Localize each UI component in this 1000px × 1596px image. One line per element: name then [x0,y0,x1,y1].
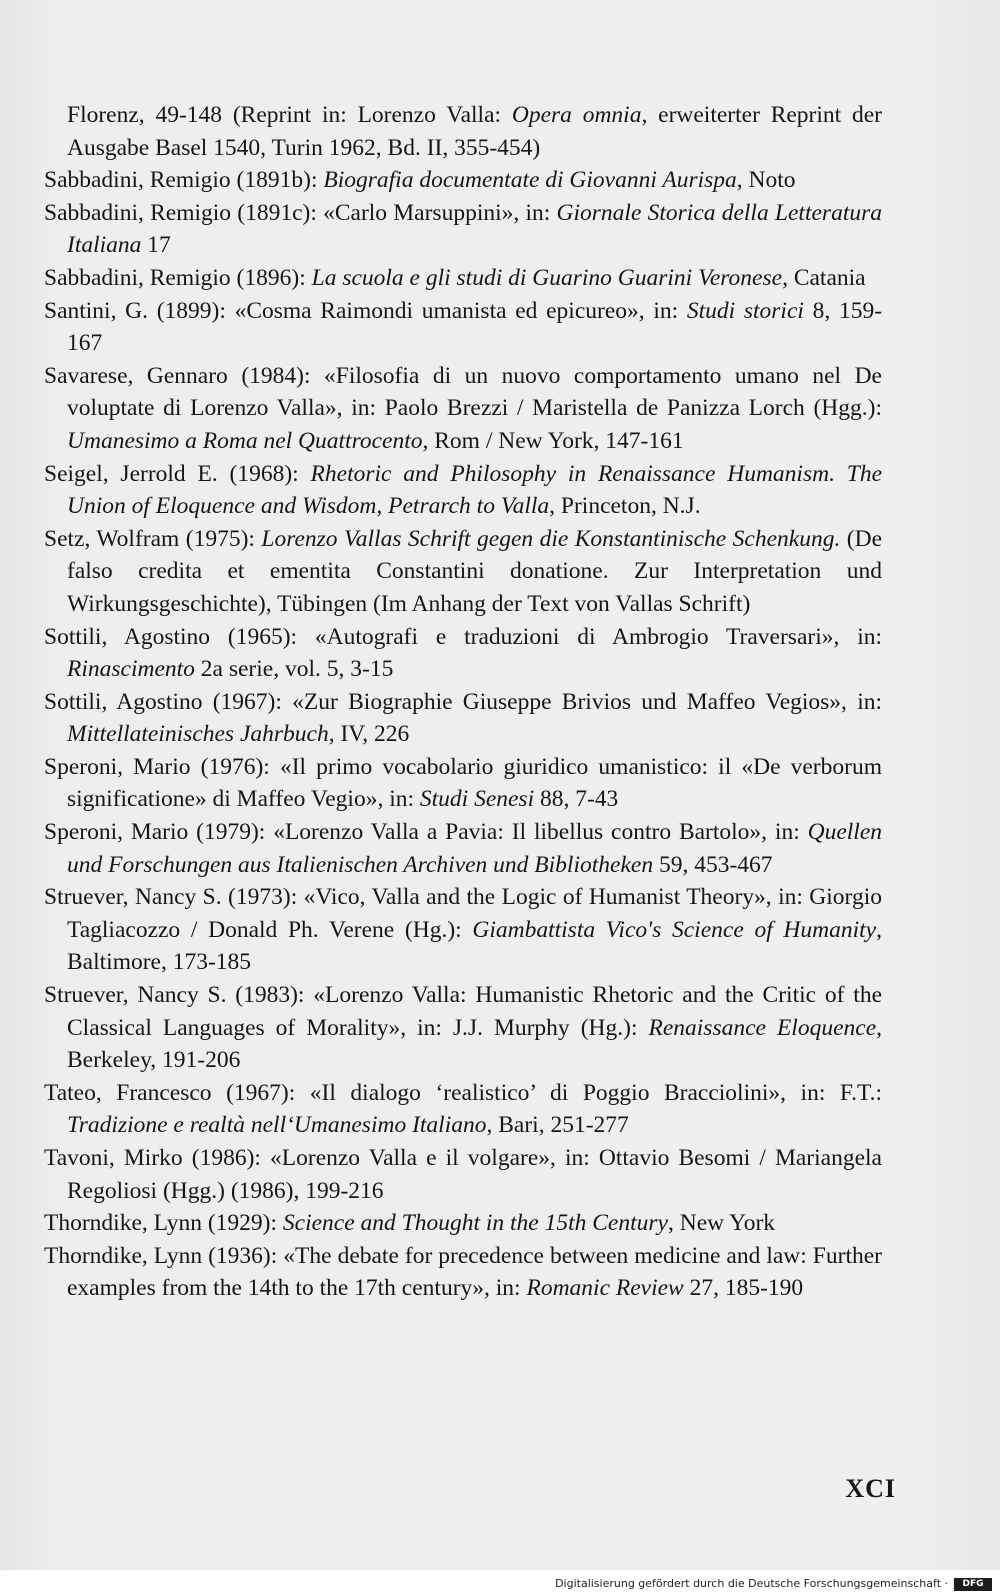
digitization-footer [0,1570,1000,1596]
entry-title-italic: La scuola e gli studi di Guarino Guarini Veronese [311,264,783,291]
entry-text: 88, 7-43 [534,786,619,813]
bibliography-entry [44,881,882,979]
entry-text: Sabbadini, Remigio (1896): [44,264,312,291]
dfg-logo: DFG [954,1578,992,1591]
bibliography-entry [44,197,882,262]
entry-text: Thorndike, Lynn (1936): «The debate for precedence between medicine and law: Further examples from the 14th to the 17th century», in: [44,1242,882,1302]
entry-text: 17 [141,232,171,259]
entry-text: Setz, Wolfram (1975): [44,525,262,552]
entry-text: (De falso credita et ementita Constantini donatione. Zur Interpretation und Wirkungsgeschichte), Tübingen (Im Anhang der Text von Vallas Schrift) [67,525,883,617]
entry-title-italic: Rinascimento [67,656,195,683]
entry-title-italic: Science and Thought in the 15th Century [282,1210,668,1237]
entry-text: Savarese, Gennaro (1984): «Filosofia di un nuovo comportamento umano nel De voluptate di Lorenzo Valla», in: Paolo Brezzi / Maristella de Panizza Lorch (Hgg.): [44,362,882,422]
entry-title-italic: Romanic Review [526,1275,684,1302]
entry-text: Tateo, Francesco (1967): «Il dialogo ‘realistico’ di Poggio Bracciolini», in: F.T.: [44,1079,882,1106]
entry-text: 8, 159-167 [67,297,883,357]
bibliography-entry [44,1240,882,1305]
bibliography-entry [44,1207,882,1240]
bibliography-entry [44,751,882,816]
entry-title-italic: Giornale Storica della Letteratura Italiana [67,199,882,259]
entry-title-italic: Giambattista Vico's Science of Humanity [472,916,877,943]
page-number: XCI [845,1474,896,1503]
bibliography-entry [44,262,882,295]
funding-note: Digitalisierung gefördert durch die Deutsche Forschungsgemeinschaft · [555,1577,948,1590]
bibliography-entry [44,295,882,360]
bibliography-entry [44,1142,882,1207]
entry-text: 27, 185-190 [683,1275,804,1302]
bibliography-entry [44,621,882,686]
entry-text: Thorndike, Lynn (1929): [44,1210,283,1237]
entry-text: , Princeton, N.J. [549,493,701,520]
bibliography-entry [44,458,882,523]
entry-title-italic: Lorenzo Vallas Schrift gegen die Konstantinische Schenkung. [261,525,841,552]
entry-title-italic: Umanesimo a Roma nel Quattrocento [67,427,423,454]
entry-text: Tavoni, Mirko (1986): «Lorenzo Valla e il volgare», in: Ottavio Besomi / Mariangela Regoliosi (Hgg.) (1986), 199-216 [44,1145,882,1204]
entry-text: Sottili, Agostino (1965): «Autografi e traduzioni di Ambrogio Traversari», in: [44,623,882,650]
entry-text: Santini, G. (1899): «Cosma Raimondi umanista ed epicureo», in: [44,297,687,324]
entry-text: , Rom / New York, 147-161 [422,427,684,454]
bibliography-list [44,99,882,1305]
bibliography-entry [44,686,882,751]
entry-text: Speroni, Mario (1979): «Lorenzo Valla a Pavia: Il libellus contro Bartolo», in: [44,819,808,846]
bibliography-entry [44,99,882,164]
entry-text: , Bari, 251-277 [486,1112,629,1139]
entry-title-italic: Rhetoric and Philosophy in Renaissance Humanism. The Union of Eloquence and Wisdom, Petrarch to Valla [67,460,883,520]
bibliography-entry [44,164,882,197]
bibliography-entry [44,816,882,881]
entry-title-italic: Tradizione e realtà nell‘Umanesimo Italiano [67,1112,487,1139]
entry-text: , Noto [736,167,796,194]
entry-title-italic: Mittellateinisches Jahrbuch [67,721,329,748]
bibliography-entry [44,1077,882,1142]
entry-text: Seigel, Jerrold E. (1968): [44,460,311,487]
entry-text: Sabbadini, Remigio (1891c): «Carlo Marsuppini», in: [44,199,557,226]
entry-title-italic: Studi storici [686,297,804,324]
entry-text: Sabbadini, Remigio (1891b): [44,167,324,194]
entry-title-italic: Biografia documentate di Giovanni Aurispa [323,167,737,194]
entry-title-italic: Renaissance Eloquence [648,1014,877,1041]
entry-title-italic: Opera omnia [511,102,642,128]
entry-text: , Berkeley, 191-206 [67,1014,883,1074]
entry-text: Speroni, Mario (1976): «Il primo vocabolario giuridico umanistico: il «De verborum significatione» di Maffeo Vegio», in: [44,753,882,813]
entry-text: 2a serie, vol. 5, 3-15 [194,656,394,683]
entry-title-italic: Studi Senesi [419,786,535,813]
entry-text: , Baltimore, 173-185 [67,916,882,976]
bibliography-entry [44,360,882,458]
entry-text: Struever, Nancy S. (1983): «Lorenzo Valla: Humanistic Rhetoric and the Critic of the Classical Languages of Morality», in: J.J. Murphy (Hg.): [44,982,882,1041]
bibliography-entry [44,523,882,621]
entry-text: Struever, Nancy S. (1973): «Vico, Valla and the Logic of Humanist Theory», in: Giorgio Tagliacozzo / Donald Ph. Verene (Hg.): [44,884,882,943]
entry-text: , New York [667,1210,776,1237]
entry-text: Sottili, Agostino (1967): «Zur Biographie Giuseppe Brivios und Maffeo Vegios», in: [44,688,882,715]
entry-text: , erweiterter Reprint der Ausgabe Basel 1540, Turin 1962, Bd. II, 355-454) [67,102,882,161]
bibliography-entry [44,979,882,1077]
entry-text: , IV, 226 [328,721,410,748]
entry-title-italic: Quellen und Forschungen aus Italienischen Archiven und Bibliotheken [67,819,882,878]
entry-text: , Catania [782,264,866,291]
entry-text: 59, 453-467 [653,851,773,878]
entry-text: Florenz, 49-148 (Reprint in: Lorenzo Valla: [67,102,512,128]
